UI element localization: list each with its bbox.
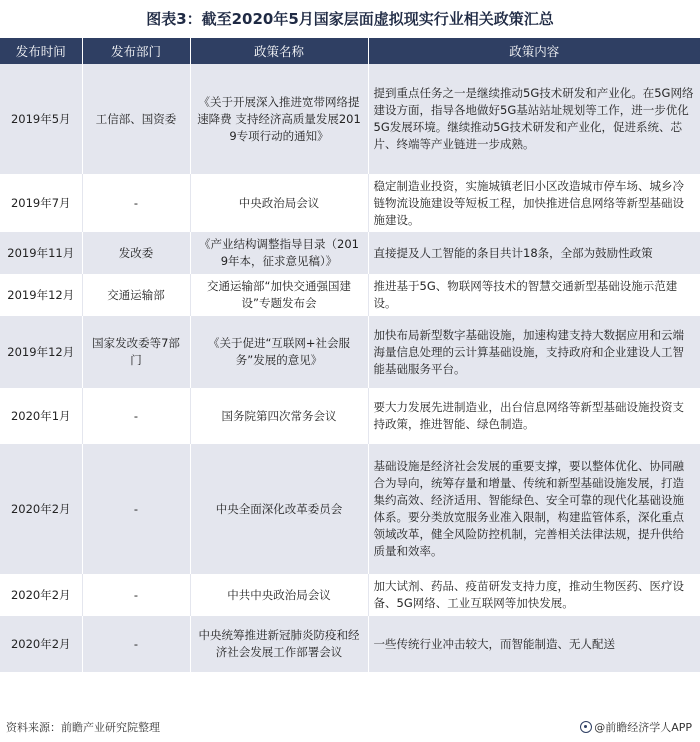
cell-policy-content: 基础设施是经济社会发展的重要支撑，要以整体优化、协同融合为导向，统筹存量和增量、传统和新型基础设施发展，打造集约高效、经济适用、智能绿色、安全可靠的现代化基础设施体系。要分类放宽服务业准入限制，构建监管体系，深化重点领域改革，健全风险防控机制，完善相关法律法规，提升供给质量和效率。	[368, 444, 700, 574]
header-date: 发布时间	[0, 38, 82, 64]
cell-policy-content: 要大力发展先进制造业，出台信息网络等新型基础设施投资支持政策，推进智能、绿色制造。	[368, 388, 700, 444]
cell-policy-name: 中共中央政治局会议	[190, 574, 368, 616]
cell-policy-name: 《关于开展深入推进宽带网络提速降费 支持经济高质量发展2019专项行动的通知》	[190, 64, 368, 174]
cell-date: 2019年5月	[0, 64, 82, 174]
cell-department: 工信部、国资委	[82, 64, 190, 174]
table-row	[0, 174, 700, 232]
policy-table	[0, 38, 700, 672]
table-row	[0, 444, 700, 574]
cell-policy-name: 国务院第四次常务会议	[190, 388, 368, 444]
cell-policy-content: 直接提及人工智能的条目共计18条，全部为鼓励性政策	[368, 232, 700, 274]
cell-policy-name: 中央统筹推进新冠肺炎防疫和经济社会发展工作部署会议	[190, 616, 368, 672]
cell-date: 2019年11月	[0, 232, 82, 274]
footer	[0, 716, 700, 738]
cell-policy-content: 提到重点任务之一是继续推动5G技术研发和产业化。在5G网络建设方面，指导各地做好5G基站站址规划等工作，进一步优化5G发展环境。继续推动5G技术研发和产业化，促进系统、芯片、终端等产业链进一步成熟。	[368, 64, 700, 174]
header-policy-content: 政策内容	[368, 38, 700, 64]
cell-policy-name: 中央全面深化改革委员会	[190, 444, 368, 574]
table-row	[0, 64, 700, 174]
header-department: 发布部门	[82, 38, 190, 64]
cell-department: 国家发改委等7部门	[82, 316, 190, 388]
cell-policy-name: 《关于促进“互联网+社会服务”发展的意见》	[190, 316, 368, 388]
cell-date: 2020年1月	[0, 388, 82, 444]
cell-policy-name: 中央政治局会议	[190, 174, 368, 232]
brand-credit	[580, 719, 692, 735]
cell-policy-content: 推进基于5G、物联网等技术的智慧交通新型基础设施示范建设。	[368, 274, 700, 316]
table-row	[0, 574, 700, 616]
cell-date: 2019年12月	[0, 274, 82, 316]
table-row	[0, 616, 700, 672]
brand-label: @前瞻经济学人APP	[594, 721, 692, 734]
cell-date: 2019年12月	[0, 316, 82, 388]
cell-policy-name: 《产业结构调整指导目录（2019年本，征求意见稿）》	[190, 232, 368, 274]
cell-department: -	[82, 388, 190, 444]
cell-date: 2020年2月	[0, 444, 82, 574]
cell-date: 2020年2月	[0, 616, 82, 672]
table-row	[0, 388, 700, 444]
table-header	[0, 38, 700, 64]
cell-department: 交通运输部	[82, 274, 190, 316]
cell-department: -	[82, 616, 190, 672]
brand-logo-icon	[580, 721, 592, 733]
cell-policy-content: 加快布局新型数字基础设施，加速构建支持大数据应用和云端海量信息处理的云计算基础设施，支持政府和企业建设人工智能基础服务平台。	[368, 316, 700, 388]
cell-policy-content: 加大试剂、药品、疫苗研发支持力度，推动生物医药、医疗设备、5G网络、工业互联网等加快发展。	[368, 574, 700, 616]
chart-title: 图表3：截至2020年5月国家层面虚拟现实行业相关政策汇总	[146, 10, 554, 28]
cell-department: -	[82, 444, 190, 574]
cell-policy-name: 交通运输部“加快交通强国建设”专题发布会	[190, 274, 368, 316]
table-row	[0, 316, 700, 388]
header-policy-name: 政策名称	[190, 38, 368, 64]
cell-date: 2019年7月	[0, 174, 82, 232]
table-row	[0, 232, 700, 274]
source-note: 资料来源：前瞻产业研究院整理	[6, 721, 160, 734]
cell-department: -	[82, 574, 190, 616]
cell-policy-content: 稳定制造业投资，实施城镇老旧小区改造城市停车场、城乡冷链物流设施建设等短板工程，加快推进信息网络等新型基础设施建设。	[368, 174, 700, 232]
cell-department: 发改委	[82, 232, 190, 274]
cell-date: 2020年2月	[0, 574, 82, 616]
table-row	[0, 274, 700, 316]
cell-policy-content: 一些传统行业冲击较大，而智能制造、无人配送	[368, 616, 700, 672]
cell-department: -	[82, 174, 190, 232]
